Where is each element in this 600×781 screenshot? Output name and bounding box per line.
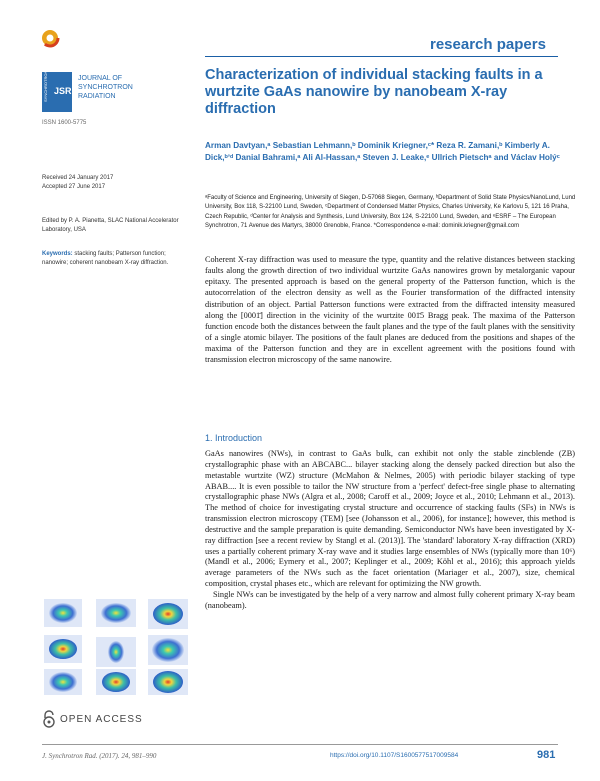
abstract: Coherent X-ray diffraction was used to measure the type, quantity and the relative distances between stacking faults along the growth direction of two individual wurtzite GaAs nanowires grown by metalorganic vapour epitaxy. The presented approach is based on the general property of the Patterson function, which is the autocorrelation of the electron density as well as the Fourier transformation of the diffracted intensity distribution of an object. Partial Patterson functions were extracted from the diffracted intensity measured along the [0001̄] direction in the vicinity of the wurtzite 001̄5 Bragg peak. The maxima of the Patterson function encode both the distances between the fault planes and the type of the fault planes with the sensitivity of a single atomic bilayer. The positions of the fault planes are deduced from the positions and shapes of the maxima of the Patterson function and they are in excellent agreement with the positions found with transmission electron microscopy of the same nanowire. (205, 255, 575, 365)
intro-paragraph-2: Single NWs can be investigated by the help of a very narrow and almost fully coherent primary X-ray beam (nanobeam). (205, 589, 575, 610)
figure-panel-9 (148, 669, 188, 695)
figure-panel-5 (96, 637, 136, 667)
page-number: 981 (537, 749, 556, 761)
open-access-badge (42, 710, 143, 728)
keywords-label: Keywords: (42, 251, 73, 257)
figure-panel-4 (44, 635, 82, 663)
footer-citation: J. Synchrotron Rad. (2017). 24, 981–990 (42, 752, 157, 760)
open-lock-icon (42, 710, 56, 728)
issn: ISSN 1600-5775 (42, 120, 87, 126)
edited-by: Edited by P. A. Pianetta, SLAC National Accelerator Laboratory, USA (42, 218, 179, 233)
open-access-label: OPEN ACCESS (60, 713, 143, 725)
figure-panel-2 (96, 599, 136, 627)
figure-panel-8 (96, 669, 136, 695)
accepted-date: Accepted 27 June 2017 (42, 184, 106, 190)
keywords (42, 250, 190, 268)
figure-panel-3 (148, 599, 188, 629)
footer-rule (42, 744, 558, 745)
author-list: Arman Davtyan,ᵃ Sebastian Lehmann,ᵇ Dominik Kriegner,ᶜ* Reza R. Zamani,ᵇ Kimberly A. Dick,ᵇʼᵈ Danial Bahrami,ᵃ Ali Al-Hassan,ᵃ Steven J. Leake,ᵉ Ullrich Pietschᵃ and Václav Holýᶜ (205, 141, 560, 162)
section-heading: 1. Introduction (205, 433, 263, 443)
figure-panel-1 (44, 599, 82, 627)
journal-name (78, 74, 133, 101)
journal-name-line1: JOURNAL OF (78, 75, 123, 82)
journal-name-line3: RADIATION (78, 93, 116, 100)
iucr-logo (40, 28, 66, 48)
keywords-text: stacking faults; Patterson function; nanowire; coherent nanobeam X-ray diffraction. (42, 251, 169, 266)
header-rule (205, 56, 558, 57)
section-header: research papers (430, 36, 546, 53)
journal-side-label: SYNCHROTRON (43, 70, 48, 102)
affiliations: ᵃFaculty of Science and Engineering, University of Siegen, D-57068 Siegen, Germany, ᵇDepartment of Solid State Physics/NanoLund, Lund University, Box 118, S-22100 Lund, Sweden, ᶜDepartment of Condensed Matter Physics, Charles University, Ke Karlovu 5, 121 16 Praha, Czech Republic, ᵈCenter for Analysis and Synthesis, Lund University, Box 124, S-22100 Lund, Sweden, and ᵉESRF – The European Synchrotron, 71 Avenue des Martyrs, 38000 Grenoble, France. *Correspondence e-mail: dominik.kriegner@gmail.com (205, 195, 576, 229)
intro-paragraph-1: GaAs nanowires (NWs), in contrast to GaAs bulk, can exhibit not only the stable zincblende (ZB) crystallographic phase with an ABCABC... bilayer stacking along the densely packed direction but also the metastable wurtzite (WZ) structure (McMahon & Nelmes, 2005) with periodic bilayer stacking of type ABAB.... It is even possible to tailor the NW structure from a 'perfect' defect-free single phase to alternating crystallographic phase NWs (Algra et al., 2008; Caroff et al., 2009; Joyce et al., 2010; Lehmann et al., 2013). The method of choice for investigating crystal structure and occurrence of stacking faults (SFs) in NWs is transmission electron microscopy (TEM) [see (Johansson et al., 2006), for instance]; however, this method is destructive and the sample preparation is quite demanding. Semiconductor NWs have been investigated by X-ray diffraction [see a recent review by Stangl et al. (2013)]. The 'standard' laboratory X-ray diffraction (XRD) uses a partially coherent primary X-ray wave and it studies large ensembles of NWs (typically more than 10⁶) (Mandl et al., 2006; Eymery et al., 2007; Keplinger et al., 2009; Köhl et al., 2016); this approach yields average parameters of the NWs such as the facet orientation (Mariager et al., 2007), size, chemical composition, crystal phases etc., which are relevant for optimizing the NW growth. (205, 449, 575, 589)
footer-doi-link[interactable]: https://doi.org/10.1107/S1600577517009584 (330, 752, 459, 759)
introduction (205, 449, 575, 612)
journal-box-label: JSR (54, 86, 72, 96)
abstract-figure (42, 597, 190, 697)
article-title: Characterization of individual stacking faults in a wurtzite GaAs nanowire by nanobeam X-ray diffraction (205, 67, 543, 117)
figure-panel-7 (44, 669, 82, 695)
journal-name-line2: SYNCHROTRON (78, 84, 133, 91)
received-date: Received 24 January 2017 (42, 175, 114, 181)
figure-panel-6 (148, 635, 188, 665)
